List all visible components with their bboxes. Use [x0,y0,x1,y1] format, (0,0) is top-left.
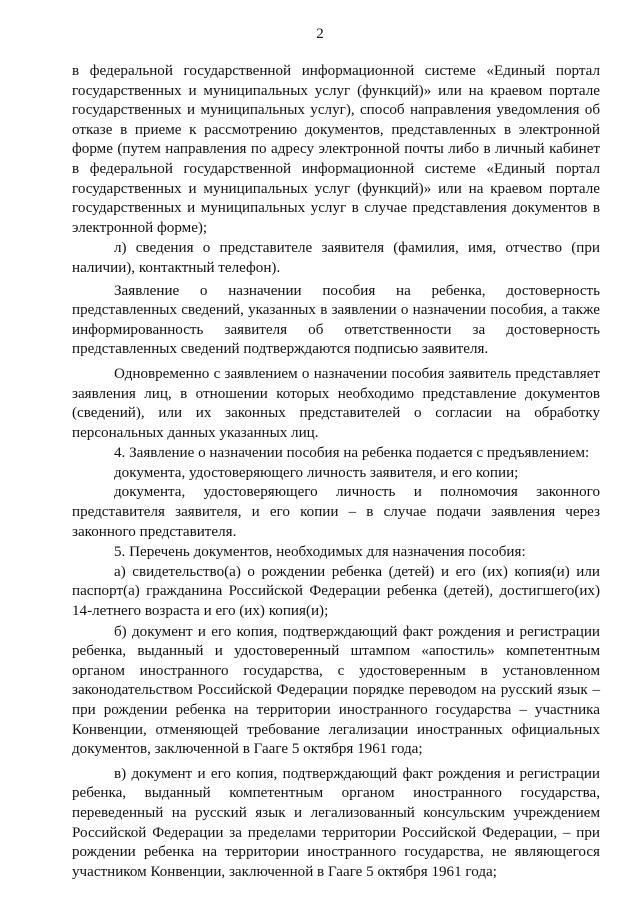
document-body [72,62,600,882]
paragraph-personal-data-consent: Одновременно с заявлением о назначении пособия заявитель представляет заявления лиц, в отношении которых необходимо представление документов (сведений), или их законных представителей о согласии на обработку персональных данных указанных лиц. [72,365,600,441]
paragraph-portal-continuation: в федеральной государственной информационной системе «Единый портал государственных и муниципальных услуг (функций)» или на краевом портале государственных и муниципальных услуг), способ направления уведомления об отказе в приеме к рассмотрению документов, представленных в электронной форме (путем направления по адресу электронной почты либо в личный кабинет в федеральной государственной информационной системе «Единый портал государственных и муниципальных услуг (функций)» или на краевом портале государственных и муниципальных услуг в случае представления документов в электронной форме); [72,63,600,236]
paragraph-representative-document: документа, удостоверяющего личность и полномочия законного представителя заявителя, и его копии – в случае подачи заявления через законного представителя. [72,484,600,540]
paragraph-section-4: 4. Заявление о назначении пособия на ребенка подается с предъявлением: [114,445,590,462]
page-number: 2 [316,26,324,42]
paragraph-item-b: б) документ и его копия, подтверждающий факт рождения и регистрации ребенка, выданный и удостоверенный штампом «апостиль» компетентным органом иностранного государства, с удостоверенным в установленном законодательством Российской Федерации порядке переводом на русский язык – при рождении ребенка на территории иностранного государства – участника Конвенции, отменяющей требование легализации иностранных официальных документов, заключенной в Гааге 5 октября 1961 года; [72,623,600,758]
paragraph-item-a: а) свидетельство(а) о рождении ребенка (детей) и его (их) копия(и) или паспорт(а) гражданина Российской Федерации ребенка (детей), достигшего(их) 14-летнего возраста и его (их) копия(и); [72,563,600,620]
paragraph-identity-document: документа, удостоверяющего личность заявителя, и его копии; [114,464,519,481]
paragraph-section-5: 5. Перечень документов, необходимых для назначения пособия: [114,544,526,561]
paragraph-application-signature: Заявление о назначении пособия на ребенка, достоверность представленных сведений, указанных в заявлении о назначении пособия, а также информированность заявителя об ответственности за достоверность представленных сведений подтверждаются подписью заявителя. [72,282,600,358]
paragraph-item-l: л) сведения о представителе заявителя (фамилия, имя, отчество (при наличии), контактный телефон). [72,240,600,276]
paragraph-item-v: в) документ и его копия, подтверждающий факт рождения и регистрации ребенка, выданный компетентным органом иностранного государства, переведенный на русский язык и легализованный консульским учреждением Российской Федерации за пределами территории Российской Федерации, – при рождении ребенка на территории иностранного государства, не являющегося участником Конвенции, заключенной в Гааге 5 октября 1961 года; [72,765,600,880]
